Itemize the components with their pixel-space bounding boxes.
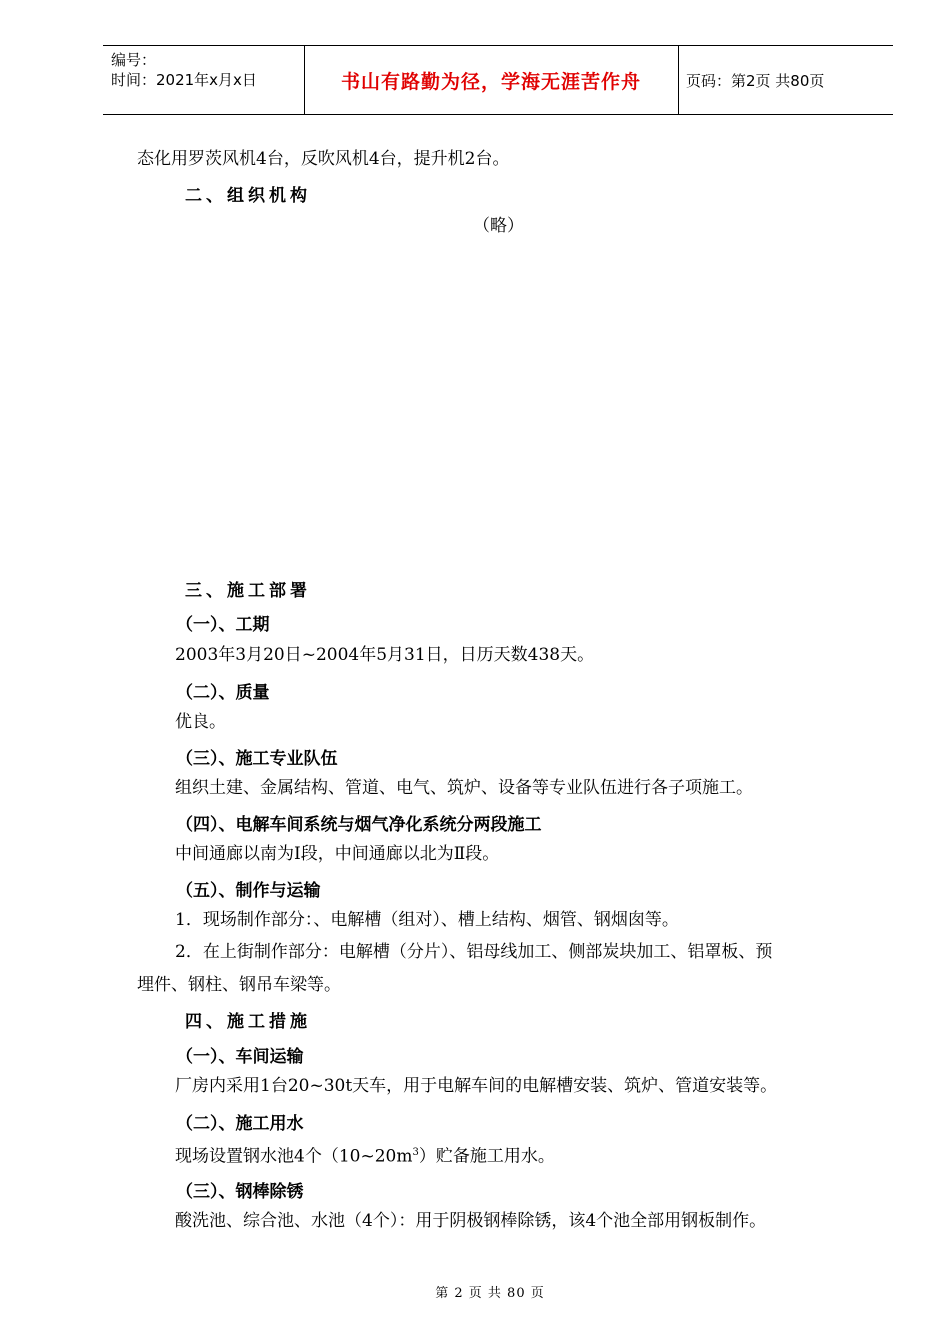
section-3-5-item-2-cont: 埋件、钢柱、钢吊车梁等。 [137, 975, 341, 995]
section-3-5-title: （五）、制作与运输 [176, 881, 321, 901]
time-label: 时间：2021年x月x日 [111, 71, 257, 89]
header-page-info: 页码：第2页 共80页 [686, 71, 825, 90]
header-motto: 书山有路勤为径，学海无涯苦作舟 [340, 70, 641, 93]
section-4-1-title: （一）、车间运输 [176, 1047, 304, 1067]
section-4-2-text-pre: 现场设置钢水池4个（10~20m [175, 1146, 413, 1167]
section-3-3-text: 组织土建、金属结构、管道、电气、筑炉、设备等专业队伍进行各子项施工。 [175, 778, 753, 798]
section-3-2-text: 优良。 [175, 712, 226, 732]
section-4-3-text: 酸洗池、综合池、水池（4个）：用于阴极钢棒除锈，该4个池全部用钢板制作。 [175, 1211, 767, 1231]
section-4-3-title: （三）、钢棒除锈 [176, 1182, 304, 1202]
page-footer: 第 2 页 共 80 页 [435, 1286, 545, 1301]
section-3-2-title: （二）、质量 [176, 683, 270, 703]
intro-line: 态化用罗茨风机4台，反吹风机4台，提升机2台。 [137, 149, 510, 169]
section-3-1-text: 2003年3月20日~2004年5月31日，日历天数438天。 [175, 645, 595, 665]
section-4-2-text [175, 1142, 555, 1168]
section-4-2-text-post: ）贮备施工用水。 [418, 1146, 555, 1167]
section-3-1-title: （一）、工期 [176, 615, 270, 635]
header-divider [678, 46, 679, 114]
header-meta [111, 50, 257, 90]
number-label: 编号： [111, 51, 157, 69]
section-2-note: （略） [473, 216, 524, 236]
section-4-title: 四、施工措施 [185, 1012, 311, 1032]
section-2-title: 二、组织机构 [185, 186, 311, 206]
section-3-4-text: 中间通廊以南为Ⅰ段，中间通廊以北为Ⅱ段。 [175, 844, 500, 864]
section-3-3-title: （三）、施工专业队伍 [176, 749, 338, 769]
section-4-2-title: （二）、施工用水 [176, 1114, 304, 1134]
superscript-3: 3 [412, 1147, 419, 1158]
section-3-title: 三、施工部署 [185, 581, 311, 601]
section-3-5-item-1: 1．现场制作部分：、电解槽（组对）、槽上结构、烟管、钢烟囱等。 [175, 910, 679, 930]
section-4-1-text: 厂房内采用1台20~30t天车，用于电解车间的电解槽安装、筑炉、管道安装等。 [175, 1076, 778, 1096]
document-header [103, 45, 893, 115]
section-3-4-title: （四）、电解车间系统与烟气净化系统分两段施工 [176, 815, 542, 835]
section-3-5-item-2: 2．在上街制作部分：电解槽（分片）、铝母线加工、侧部炭块加工、铝罩板、预 [175, 942, 773, 962]
